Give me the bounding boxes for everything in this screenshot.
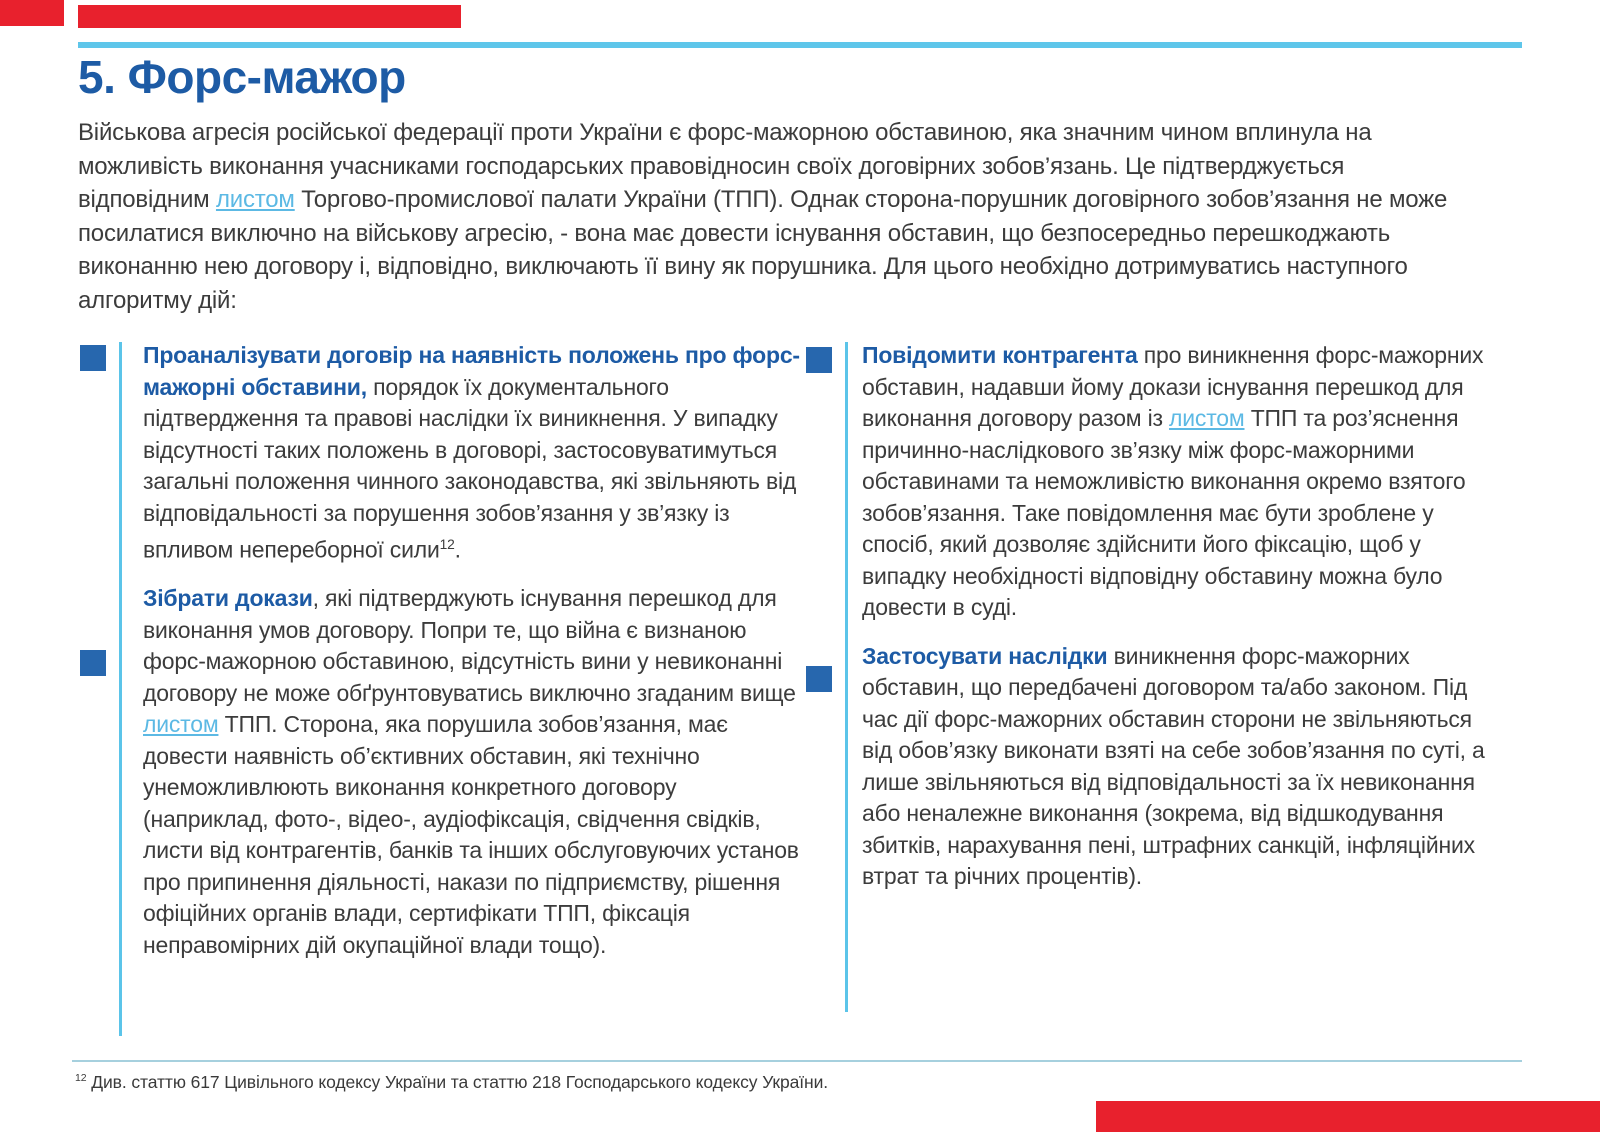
intro-text-after: Торгово-промислової палати України (ТПП). Однак сторона-порушник договірного зобов’язання не може посилатися виключно на військову агресію, - вона має довести існування обставин, що безпосередньо перешкоджають виконанню нею договору і, відповідно, виключають її вину як порушника. Для цього необхідно дотримуватись наступного алгоритму дій: <box>78 186 1448 314</box>
redaction-bar-bottom-right <box>1096 1101 1600 1132</box>
list-item-body: про виникнення форс-мажорних обставин, надавши йому докази існування перешкод для виконання договору разом із <box>862 342 1484 431</box>
bullet-square-icon <box>80 650 106 676</box>
bullet-square-icon <box>806 666 832 692</box>
list-item-lead: Застосувати наслідки <box>862 642 1108 669</box>
list-item-lead: Повідомити контрагента <box>862 342 1138 368</box>
column-right <box>862 340 1492 910</box>
list-item-collect-evidence <box>143 583 803 961</box>
intro-paragraph <box>78 116 1478 317</box>
list-item-body: , які підтверджують існування перешкод для виконання умов договору. Попри те, що війна є визнаною форс-мажорною обставиною, відсутність вини у невиконанні договору не може обґрунтовуватись виключно згаданим вище <box>143 585 796 706</box>
list-item-body: порядок їх документального підтвердження та правові наслідки їх виникнення. У випадку відсутності таких положень в договорі, застосовуватимуться загальні положення чинного законодавства, які звільняють від відповідальності за порушення зобов’язання у зв’язку із впливом непереборної сили <box>143 373 797 563</box>
list-item-lead: Зібрати докази <box>143 585 313 612</box>
column-right-divider <box>845 342 848 1012</box>
column-left-divider <box>119 342 122 1036</box>
header-rule <box>78 42 1522 48</box>
section-title: 5. Форс-мажор <box>78 51 406 103</box>
list-item-tail: ТПП та роз’яснення причинно-наслідкового зв’язку між форс-мажорними обставинами та неможливістю виконання окремо взятого зобов’язання. Таке повідомлення має бути зроблене у спосіб, який дозволяє здійснити його фіксацію, щоб у випадку необхідності відповідну обставину можна було довести в суді. <box>862 405 1466 620</box>
list-item-tail: . <box>454 536 461 563</box>
tpp-letter-link[interactable]: листом <box>215 186 295 213</box>
list-item-notify-counterparty <box>862 340 1492 624</box>
footnote <box>75 1072 1475 1093</box>
redaction-block-top-left <box>0 0 64 26</box>
footnote-ref: 12 <box>439 537 455 552</box>
list-item-tail: ТПП. Сторона, яка порушила зобов’язання, має довести наявність об’єктивних обставин, які технічно унеможливлюють виконання конкретного договору (наприклад, фото-, відео-, аудіофіксація, свідчення свідків, листи від контрагентів, банків та інших обслуговуючих установ про припинення діяльності, накази по підприємству, рішення офіційних органів влади, сертифікати ТПП, фіксація неправомірних дій окупаційної влади тощо). <box>143 711 799 958</box>
bullet-square-icon <box>806 347 832 373</box>
list-item-lead: Проаналізувати договір на наявність положень про форс-мажорні обставини, <box>143 342 800 400</box>
bullet-square-icon <box>80 345 106 371</box>
footnote-marker: 12 <box>75 1072 87 1085</box>
list-item-analyze-contract <box>143 340 803 566</box>
footnote-rule <box>72 1060 1522 1062</box>
list-item-apply-consequences <box>862 641 1492 893</box>
tpp-letter-link[interactable]: листом <box>143 711 219 738</box>
column-left <box>143 340 803 978</box>
intro-text-before: Військова агресія російської федерації проти України є форс-мажорною обставиною, яка значним чином вплинула на можливість виконання учасниками господарських правовідносин своїх договірних зобов’язань. Це підтверджується відповідним <box>78 119 1372 213</box>
list-item-body: виникнення форс-мажорних обставин, що передбачені договором та/або законом. Під час дії форс-мажорних обставин сторони не звільняються від обов’язку виконати взяті на себе зобов’язання по суті, а лише звільняються від відповідальності за їх невиконання або неналежне виконання (зокрема, від відшкодування збитків, нарахування пені, штрафних санкцій, інфляційних втрат та річних процентів). <box>862 642 1485 889</box>
footnote-text: Див. статтю 617 Цивільного кодексу України та статтю 218 Господарського кодексу України. <box>86 1072 829 1092</box>
tpp-letter-link[interactable]: листом <box>1169 405 1245 431</box>
redaction-bar-header <box>78 5 461 28</box>
